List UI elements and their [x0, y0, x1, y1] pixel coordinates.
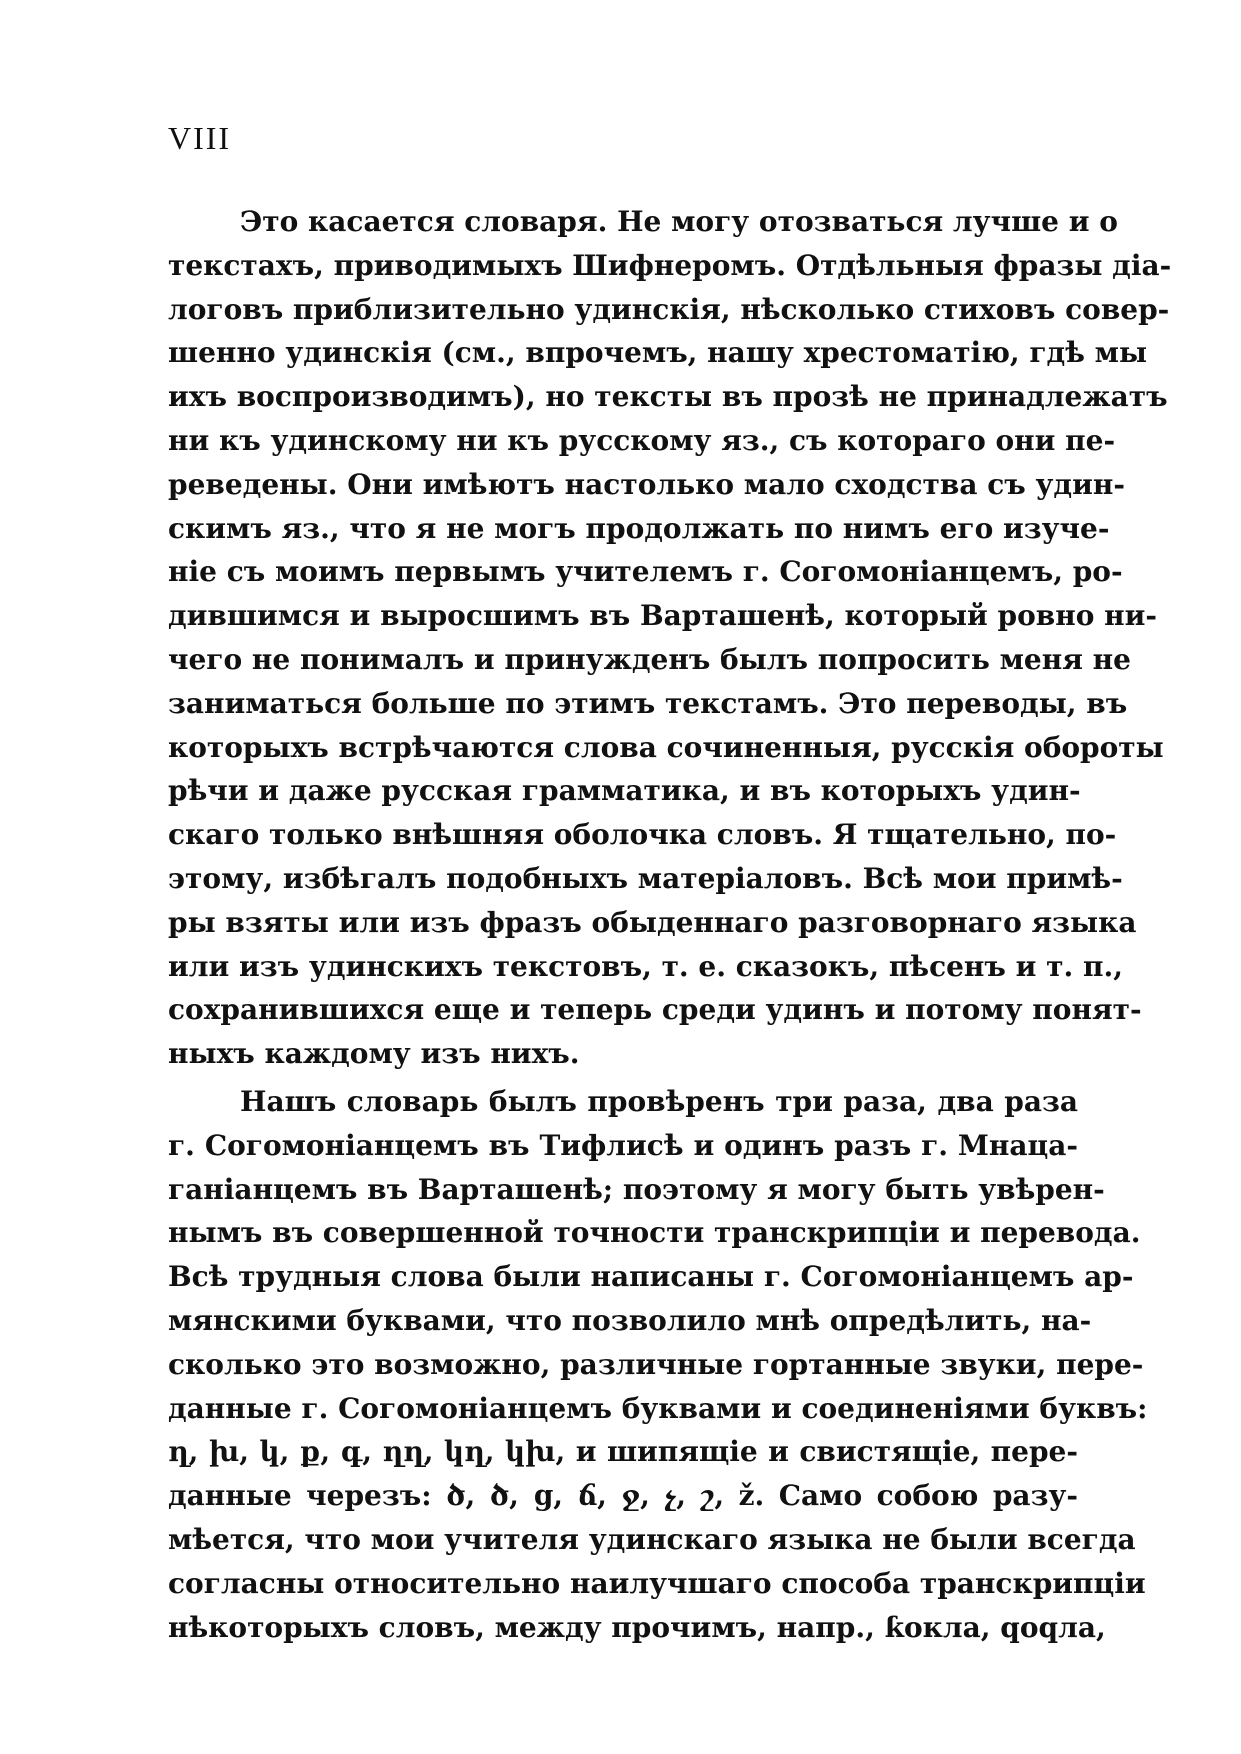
- text-line: г. Согомоніанцемъ въ Тифлисѣ и одинъ разъ г. Мнаца-: [168, 1128, 1078, 1162]
- text-line: мянскими буквами, что позволило мнѣ опредѣлить, на-: [168, 1303, 1092, 1337]
- paragraph-1: [168, 200, 1172, 1076]
- text-line: ры взяты или изъ фразъ обыденнаго разговорнаго языка: [168, 905, 1137, 939]
- text-line: которыхъ встрѣчаются слова сочиненныя, русскія обороты: [168, 730, 1164, 764]
- text-line: этому, избѣгалъ подобныхъ матеріаловъ. Всѣ мои примѣ-: [168, 861, 1123, 895]
- text-line: ніе съ моимъ первымъ учителемъ г. Согомоніанцемъ, ро-: [168, 555, 1123, 589]
- body-text: [168, 200, 1172, 1649]
- text-line: ганіанцемъ въ Варташенѣ; поэтому я могу быть увѣрен-: [168, 1172, 1105, 1206]
- text-line: Это касается словаря. Не могу отозваться лучше и о: [240, 205, 1118, 238]
- text-line: скаго только внѣшняя оболочка словъ. Я тщательно, по-: [168, 818, 1117, 852]
- text-line: реведены. Они имѣютъ настолько мало сходства съ удин-: [168, 467, 1125, 501]
- text-line: заниматься больше по этимъ текстамъ. Это переводы, въ: [168, 686, 1128, 720]
- text-line: ныхъ каждому изъ нихъ.: [168, 1037, 580, 1071]
- text-line: сколько это возможно, различные гортанные звуки, пере-: [168, 1347, 1144, 1381]
- text-line: Всѣ трудныя слова были написаны г. Согомоніанцемъ ар-: [168, 1260, 1134, 1294]
- text-line: данные черезъ: ծ, ծ, ց, ճ, ջ, չ, շ, ž. Само собою разу-: [168, 1479, 1078, 1513]
- text-line: данные г. Согомоніанцемъ буквами и соединеніями буквъ:: [168, 1391, 1148, 1425]
- text-line: нымъ въ совершенной точности транскрипціи и перевода.: [168, 1216, 1141, 1250]
- text-line: ихъ воспроизводимъ), но тексты въ прозѣ не принадлежатъ: [168, 380, 1168, 414]
- text-line: нѣкоторыхъ словъ, между прочимъ, напр., ƙокла, qоqла,: [168, 1610, 1106, 1644]
- text-line: сохранившихся еще и теперь среди удинъ и потому понят-: [168, 993, 1142, 1027]
- text-line: скимъ яз., что я не могъ продолжать по нимъ его изуче-: [168, 511, 1110, 545]
- page-number: VIII: [168, 120, 232, 156]
- text-line: логовъ приблизительно удинскія, нѣсколько стиховъ совер-: [168, 292, 1170, 326]
- text-line: дившимся и выросшимъ въ Варташенѣ, который ровно ни-: [168, 599, 1158, 633]
- text-line: текстахъ, приводимыхъ Шифнеромъ. Отдѣльныя фразы діа-: [168, 248, 1172, 282]
- text-line: рѣчи и даже русская грамматика, и въ которыхъ удин-: [168, 774, 1081, 808]
- text-line: мѣется, что мои учителя удинскаго языка не были всегда: [168, 1522, 1136, 1556]
- text-line: согласны относительно наилучшаго способа транскрипціи: [168, 1566, 1146, 1600]
- text-line: Нашъ словарь былъ провѣренъ три раза, два раза: [240, 1084, 1078, 1118]
- text-line: ղ, խ, կ, ք, գ, ղղ, կղ, կխ, и шипящіе и свистящіе, пере-: [168, 1435, 1078, 1469]
- text-line: или изъ удинскихъ текстовъ, т. е. сказокъ, пѣсенъ и т. п.,: [168, 949, 1124, 983]
- paragraph-2: [168, 1080, 1148, 1649]
- text-line: шенно удинскія (см., впрочемъ, нашу хрестоматію, гдѣ мы: [168, 336, 1148, 370]
- text-line: ни къ удинскому ни къ русскому яз., съ котораго они пе-: [168, 423, 1116, 457]
- text-line: чего не понималъ и принужденъ былъ попросить меня не: [168, 642, 1131, 676]
